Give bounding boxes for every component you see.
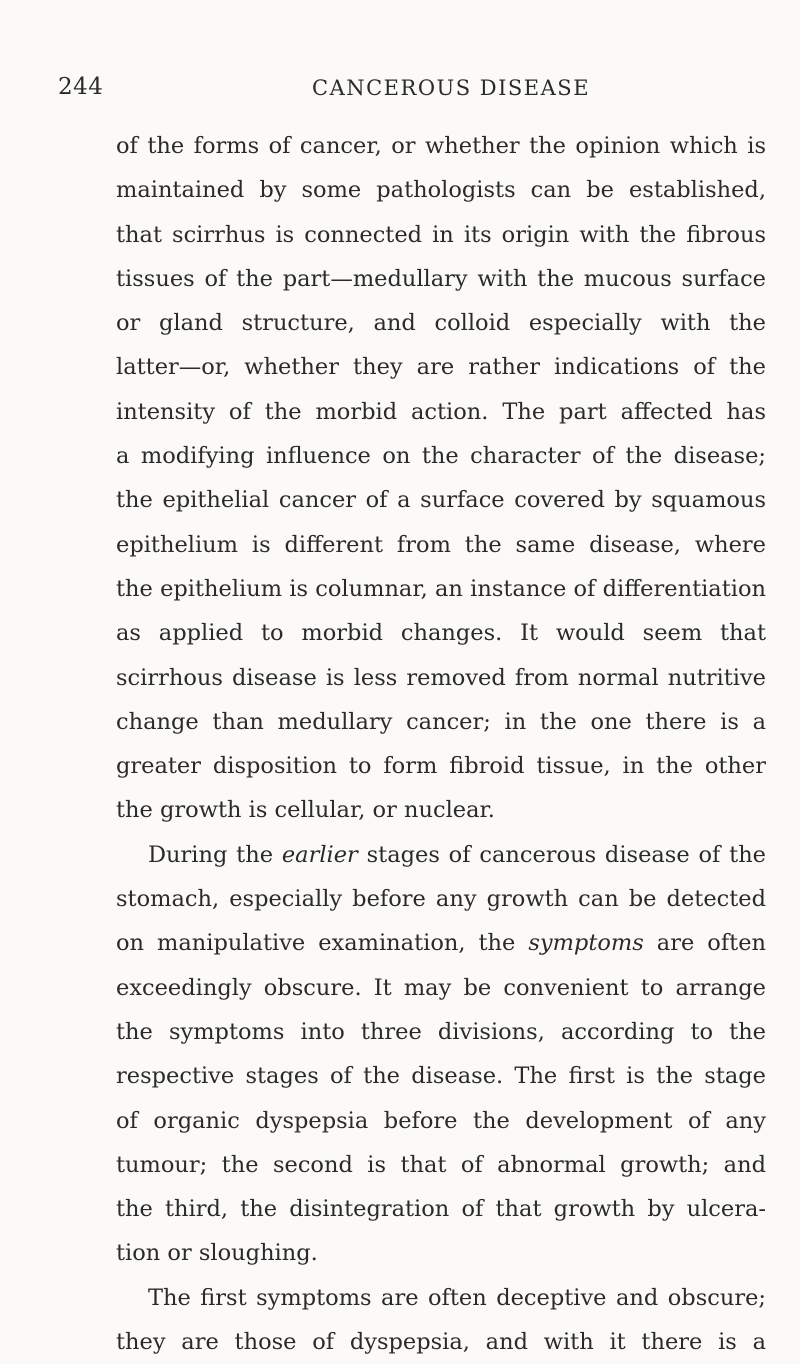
body-text bbox=[116, 124, 766, 1364]
text-line: of organic dyspepsia before the development of any bbox=[116, 1107, 766, 1134]
text-line: tumour; the second is that of abnormal growth; and bbox=[116, 1151, 766, 1178]
text-line: the growth is cellular, or nuclear. bbox=[116, 797, 495, 824]
italic-word: earlier bbox=[281, 841, 358, 868]
text-line bbox=[116, 921, 766, 965]
text-line: the epithelium is columnar, an instance of differentiation bbox=[116, 575, 766, 602]
page-header bbox=[0, 64, 800, 104]
text-line: of the forms of cancer, or whether the opinion which is bbox=[116, 133, 766, 159]
text-line: exceedingly obscure. It may be convenient to arrange bbox=[116, 974, 766, 1001]
text-line: tion or sloughing. bbox=[116, 1240, 318, 1267]
italic-word: symptoms bbox=[528, 930, 644, 957]
text-line: stomach, especially before any growth can be detected bbox=[116, 886, 766, 913]
page-number: 244 bbox=[58, 74, 104, 100]
text-line: that scirrhus is connected in its origin with the fibrous bbox=[116, 221, 766, 248]
text-line: latter—or, whether they are rather indications of the bbox=[116, 354, 766, 381]
text-line bbox=[116, 833, 766, 877]
text-line: the epithelial cancer of a surface covered by squamous bbox=[116, 487, 766, 514]
text-line: scirrhous disease is less removed from normal nutritive bbox=[116, 664, 766, 691]
text-line: the symptoms into three divisions, according to the bbox=[116, 1018, 766, 1045]
text-run: are often bbox=[643, 930, 767, 957]
text-line: the third, the disintegration of that growth by ulcera- bbox=[116, 1196, 766, 1223]
text-run: stages of cancerous disease of the bbox=[357, 841, 766, 868]
text-line: a modifying influence on the character of the disease; bbox=[116, 443, 766, 470]
text-line: they are those of dyspepsia, and with it there is a bbox=[116, 1329, 766, 1356]
text-line: respective stages of the disease. The first is the stage bbox=[116, 1063, 766, 1090]
text-line: change than medullary cancer; in the one there is a bbox=[116, 708, 766, 735]
text-line: greater disposition to form fibroid tissue, in the other bbox=[116, 753, 766, 780]
text-line: tissues of the part—medullary with the mucous surface bbox=[116, 265, 766, 292]
text-line: as applied to morbid changes. It would seem that bbox=[116, 620, 766, 647]
text-run: During the bbox=[148, 841, 282, 868]
text-line: or gland structure, and colloid especially with the bbox=[116, 310, 766, 337]
text-line: epithelium is different from the same disease, where bbox=[116, 531, 766, 558]
text-run: on manipulative examination, the bbox=[116, 930, 529, 957]
text-line: intensity of the morbid action. The part affected has bbox=[116, 398, 766, 425]
running-title: CANCEROUS DISEASE bbox=[312, 76, 591, 100]
text-line: maintained by some pathologists can be established, bbox=[116, 177, 766, 204]
text-line: The first symptoms are often deceptive and obscure; bbox=[148, 1284, 766, 1311]
